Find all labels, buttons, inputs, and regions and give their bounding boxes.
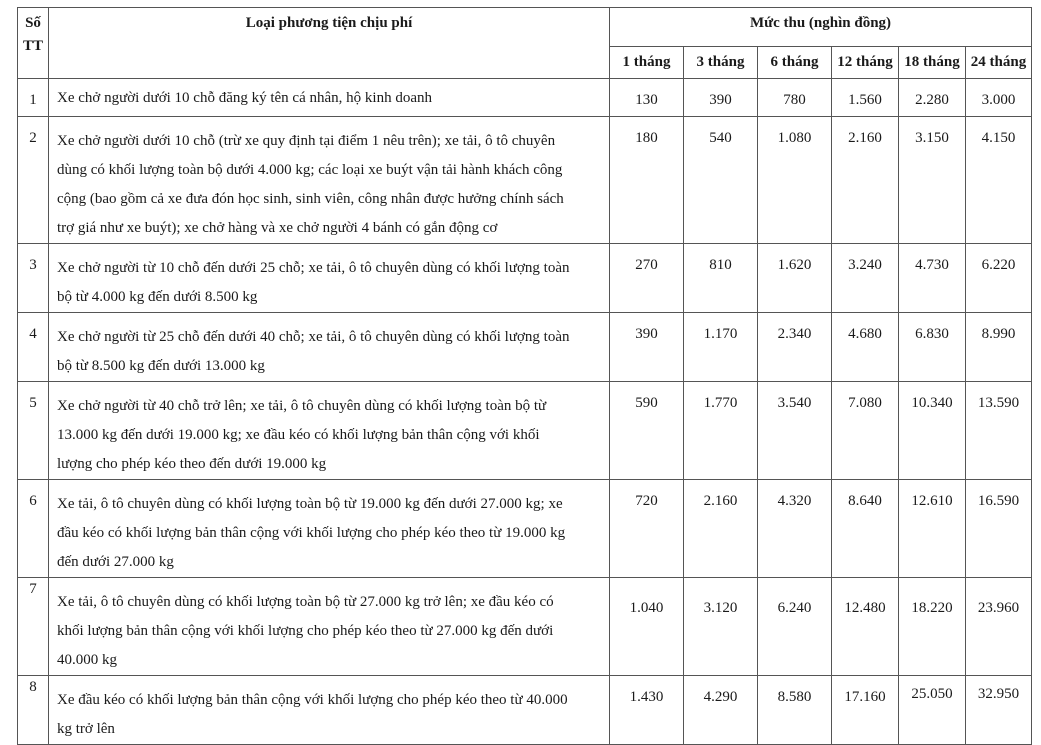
fee-6-months: 8.580 bbox=[758, 676, 832, 745]
fee-12-months: 17.160 bbox=[832, 676, 899, 745]
description-line: kg trở lên bbox=[57, 721, 115, 737]
fee-24-months: 6.220 bbox=[966, 244, 1032, 313]
fee-6-months: 1.080 bbox=[758, 117, 832, 244]
header-month-12: 12 tháng bbox=[832, 47, 899, 79]
fee-6-months: 6.240 bbox=[758, 578, 832, 676]
fee-12-months: 8.640 bbox=[832, 480, 899, 578]
row-number: 3 bbox=[18, 244, 49, 313]
row-number: 7 bbox=[18, 578, 49, 676]
description-line: bộ từ 8.500 kg đến dưới 13.000 kg bbox=[57, 358, 265, 374]
description-line: Xe chở người dưới 10 chỗ (trừ xe quy định tại điểm 1 nêu trên); xe tải, ô tô chuyên bbox=[57, 133, 556, 149]
fee-6-months: 1.620 bbox=[758, 244, 832, 313]
table-row bbox=[18, 117, 1032, 244]
fee-24-months: 23.960 bbox=[966, 578, 1032, 676]
fee-18-months: 10.340 bbox=[899, 382, 966, 480]
description-line: Xe đầu kéo có khối lượng bản thân cộng với khối lượng cho phép kéo theo từ 40.000 bbox=[57, 692, 568, 708]
vehicle-description bbox=[49, 79, 610, 117]
vehicle-description bbox=[49, 676, 610, 745]
fee-3-months: 390 bbox=[684, 79, 758, 117]
header-stt-line2: TT bbox=[22, 38, 43, 54]
description-line: đầu kéo có khối lượng bản thân cộng với khối lượng cho phép kéo theo từ 19.000 kg bbox=[57, 525, 566, 541]
description-line: Xe tải, ô tô chuyên dùng có khối lượng toàn bộ từ 27.000 kg trở lên; xe đầu kéo có bbox=[57, 594, 554, 610]
fee-18-months: 12.610 bbox=[899, 480, 966, 578]
fee-24-months: 32.950 bbox=[966, 676, 1032, 745]
row-number: 6 bbox=[18, 480, 49, 578]
description-line: Xe chở người từ 40 chỗ trở lên; xe tải, ô tô chuyên dùng có khối lượng toàn bộ từ bbox=[57, 398, 547, 414]
header-stt-line1: Số bbox=[25, 15, 41, 31]
fee-1-month: 590 bbox=[610, 382, 684, 480]
description-line: Xe chở người từ 10 chỗ đến dưới 25 chỗ; xe tải, ô tô chuyên dùng có khối lượng toàn bbox=[57, 260, 570, 276]
description-line: bộ từ 4.000 kg đến dưới 8.500 kg bbox=[57, 289, 258, 305]
fee-12-months: 2.160 bbox=[832, 117, 899, 244]
fee-12-months: 4.680 bbox=[832, 313, 899, 382]
vehicle-description bbox=[49, 117, 610, 244]
row-number: 5 bbox=[18, 382, 49, 480]
fee-1-month: 130 bbox=[610, 79, 684, 117]
table-row bbox=[18, 79, 1032, 117]
fee-1-month: 270 bbox=[610, 244, 684, 313]
fee-24-months: 13.590 bbox=[966, 382, 1032, 480]
header-month-3: 3 tháng bbox=[684, 47, 758, 79]
vehicle-description bbox=[49, 480, 610, 578]
fee-1-month: 1.040 bbox=[610, 578, 684, 676]
fee-24-months: 4.150 bbox=[966, 117, 1032, 244]
header-stt bbox=[18, 8, 49, 79]
description-line: dùng có khối lượng toàn bộ dưới 4.000 kg; các loại xe buýt vận tải hành khách công bbox=[57, 162, 563, 178]
table-row bbox=[18, 480, 1032, 578]
fee-1-month: 180 bbox=[610, 117, 684, 244]
header-vehicle-type: Loại phương tiện chịu phí bbox=[49, 8, 610, 79]
fee-6-months: 780 bbox=[758, 79, 832, 117]
fee-18-months: 2.280 bbox=[899, 79, 966, 117]
fee-18-months: 18.220 bbox=[899, 578, 966, 676]
row-number: 1 bbox=[18, 79, 49, 117]
fee-3-months: 1.170 bbox=[684, 313, 758, 382]
description-line: đến dưới 27.000 kg bbox=[57, 554, 174, 570]
table-row bbox=[18, 313, 1032, 382]
fee-table bbox=[17, 7, 1032, 745]
header-row-top bbox=[18, 8, 1032, 47]
description-line: Xe chở người dưới 10 chỗ đăng ký tên cá nhân, hộ kinh doanh bbox=[57, 90, 432, 106]
fee-3-months: 4.290 bbox=[684, 676, 758, 745]
row-number: 2 bbox=[18, 117, 49, 244]
fee-18-months: 6.830 bbox=[899, 313, 966, 382]
fee-12-months: 3.240 bbox=[832, 244, 899, 313]
fee-3-months: 810 bbox=[684, 244, 758, 313]
description-line: cộng (bao gồm cả xe đưa đón học sinh, sinh viên, công nhân được hưởng chính sách bbox=[57, 191, 564, 207]
fee-3-months: 2.160 bbox=[684, 480, 758, 578]
fee-18-months: 3.150 bbox=[899, 117, 966, 244]
description-line: khối lượng bản thân cộng với khối lượng cho phép kéo theo từ 27.000 kg đến dưới bbox=[57, 623, 554, 639]
header-month-18: 18 tháng bbox=[899, 47, 966, 79]
vehicle-description bbox=[49, 313, 610, 382]
fee-18-months: 4.730 bbox=[899, 244, 966, 313]
fee-12-months: 7.080 bbox=[832, 382, 899, 480]
header-month-1: 1 tháng bbox=[610, 47, 684, 79]
fee-12-months: 1.560 bbox=[832, 79, 899, 117]
fee-1-month: 720 bbox=[610, 480, 684, 578]
row-number: 4 bbox=[18, 313, 49, 382]
fee-1-month: 390 bbox=[610, 313, 684, 382]
description-line: 13.000 kg đến dưới 19.000 kg; xe đầu kéo có khối lượng bản thân cộng với khối bbox=[57, 427, 540, 443]
row-number: 8 bbox=[18, 676, 49, 745]
table-row bbox=[18, 578, 1032, 676]
description-line: 40.000 kg bbox=[57, 652, 117, 668]
fee-24-months: 3.000 bbox=[966, 79, 1032, 117]
header-month-24: 24 tháng bbox=[966, 47, 1032, 79]
table-row bbox=[18, 244, 1032, 313]
fee-6-months: 2.340 bbox=[758, 313, 832, 382]
fee-1-month: 1.430 bbox=[610, 676, 684, 745]
table-row bbox=[18, 382, 1032, 480]
description-line: Xe chở người từ 25 chỗ đến dưới 40 chỗ; xe tải, ô tô chuyên dùng có khối lượng toàn bbox=[57, 329, 570, 345]
description-line: trợ giá như xe buýt); xe chở hàng và xe chở người 4 bánh có gắn động cơ bbox=[57, 220, 498, 236]
fee-3-months: 540 bbox=[684, 117, 758, 244]
description-line: lượng cho phép kéo theo đến dưới 19.000 kg bbox=[57, 456, 327, 472]
fee-24-months: 16.590 bbox=[966, 480, 1032, 578]
header-fee-group: Mức thu (nghìn đồng) bbox=[610, 8, 1032, 47]
description-line: Xe tải, ô tô chuyên dùng có khối lượng toàn bộ từ 19.000 kg đến dưới 27.000 kg; xe bbox=[57, 496, 563, 512]
table-row bbox=[18, 676, 1032, 745]
fee-3-months: 1.770 bbox=[684, 382, 758, 480]
vehicle-description bbox=[49, 244, 610, 313]
fee-6-months: 4.320 bbox=[758, 480, 832, 578]
fee-24-months: 8.990 bbox=[966, 313, 1032, 382]
fee-3-months: 3.120 bbox=[684, 578, 758, 676]
vehicle-description bbox=[49, 382, 610, 480]
fee-12-months: 12.480 bbox=[832, 578, 899, 676]
vehicle-description bbox=[49, 578, 610, 676]
fee-6-months: 3.540 bbox=[758, 382, 832, 480]
fee-18-months: 25.050 bbox=[899, 676, 966, 745]
header-month-6: 6 tháng bbox=[758, 47, 832, 79]
